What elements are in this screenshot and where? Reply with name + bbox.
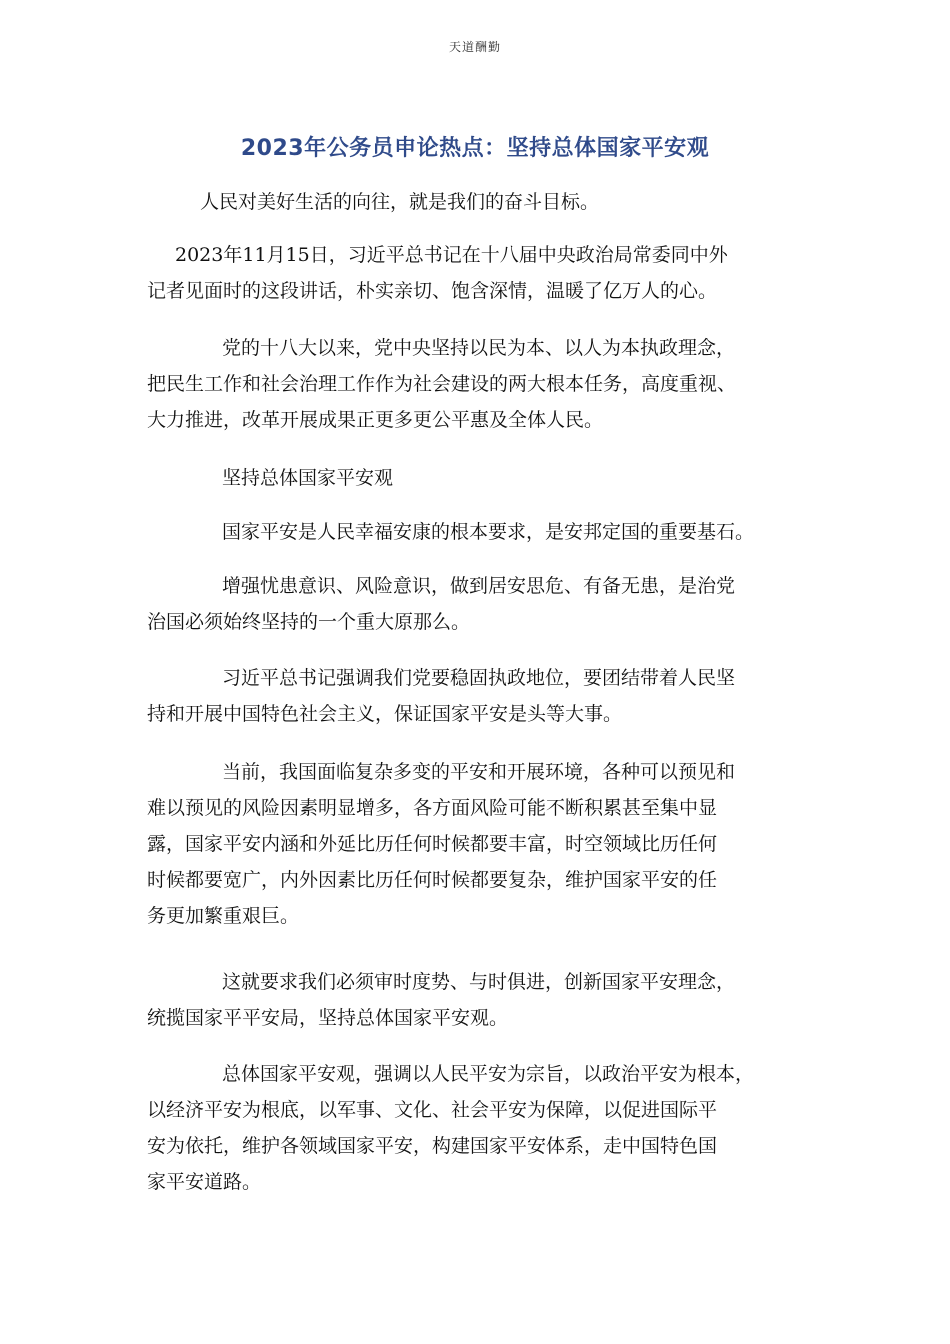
paragraph-line: 持和开展中国特色社会主义，保证国家平安是头等大事。 bbox=[147, 703, 623, 725]
paragraph-line: 这就要求我们必须审时度势、与时俱进，创新国家平安理念， bbox=[222, 971, 736, 993]
paragraph-line: 家平安道路。 bbox=[147, 1171, 262, 1193]
paragraph-8 bbox=[147, 964, 827, 1036]
paragraph-line: 以经济平安为根底，以军事、文化、社会平安为保障，以促进国际平 bbox=[147, 1099, 718, 1121]
section-heading bbox=[147, 460, 827, 496]
paragraph-9 bbox=[147, 1056, 827, 1200]
paragraph-line: 党的十八大以来，党中央坚持以民为本、以人为本执政理念， bbox=[222, 337, 736, 359]
paragraph-line: 习近平总书记强调我们党要稳固执政地位，要团结带着人民坚 bbox=[222, 667, 736, 689]
paragraph-2 bbox=[147, 237, 827, 309]
paragraph-line: 坚持总体国家平安观 bbox=[222, 467, 394, 489]
paragraph-line: 2023年11月15日，习近平总书记在十八届中央政治局常委同中外 bbox=[175, 244, 728, 266]
paragraph-1 bbox=[147, 184, 827, 220]
paragraph-line: 记者见面时的这段讲话，朴实亲切、饱含深情，温暖了亿万人的心。 bbox=[147, 280, 718, 302]
document-title: 2023年公务员申论热点：坚持总体国家平安观 bbox=[240, 136, 710, 161]
paragraph-line: 治国必须始终坚持的一个重大原那么。 bbox=[147, 611, 471, 633]
paragraph-line: 露，国家平安内涵和外延比历任何时候都要丰富，时空领域比历任何 bbox=[147, 833, 718, 855]
paragraph-5 bbox=[147, 568, 827, 640]
paragraph-line: 国家平安是人民幸福安康的根本要求，是安邦定国的重要基石。 bbox=[222, 521, 755, 543]
paragraph-line: 当前，我国面临复杂多变的平安和开展环境，各种可以预见和 bbox=[222, 761, 736, 783]
paragraph-line: 务更加繁重艰巨。 bbox=[147, 905, 300, 927]
paragraph-line: 统揽国家平平安局，坚持总体国家平安观。 bbox=[147, 1007, 509, 1029]
paragraph-line: 人民对美好生活的向往，就是我们的奋斗目标。 bbox=[200, 191, 600, 213]
paragraph-line: 总体国家平安观，强调以人民平安为宗旨，以政治平安为根本， bbox=[222, 1063, 755, 1085]
paragraph-line: 把民生工作和社会治理工作作为社会建设的两大根本任务，高度重视、 bbox=[147, 373, 737, 395]
paragraph-7 bbox=[147, 754, 827, 934]
paragraph-line: 增强忧患意识、风险意识，做到居安思危、有备无患，是治党 bbox=[222, 575, 736, 597]
paragraph-line: 难以预见的风险因素明显增多，各方面风险可能不断积累甚至集中显 bbox=[147, 797, 718, 819]
paragraph-line: 大力推进，改革开展成果正更多更公平惠及全体人民。 bbox=[147, 409, 604, 431]
paragraph-6 bbox=[147, 660, 827, 732]
paragraph-line: 时候都要宽广，内外因素比历任何时候都要复杂，维护国家平安的任 bbox=[147, 869, 718, 891]
paragraph-line: 安为依托，维护各领域国家平安，构建国家平安体系，走中国特色国 bbox=[147, 1135, 718, 1157]
page-header: 天道酬勤 bbox=[448, 40, 501, 54]
paragraph-4 bbox=[147, 514, 827, 550]
paragraph-3 bbox=[147, 330, 827, 438]
